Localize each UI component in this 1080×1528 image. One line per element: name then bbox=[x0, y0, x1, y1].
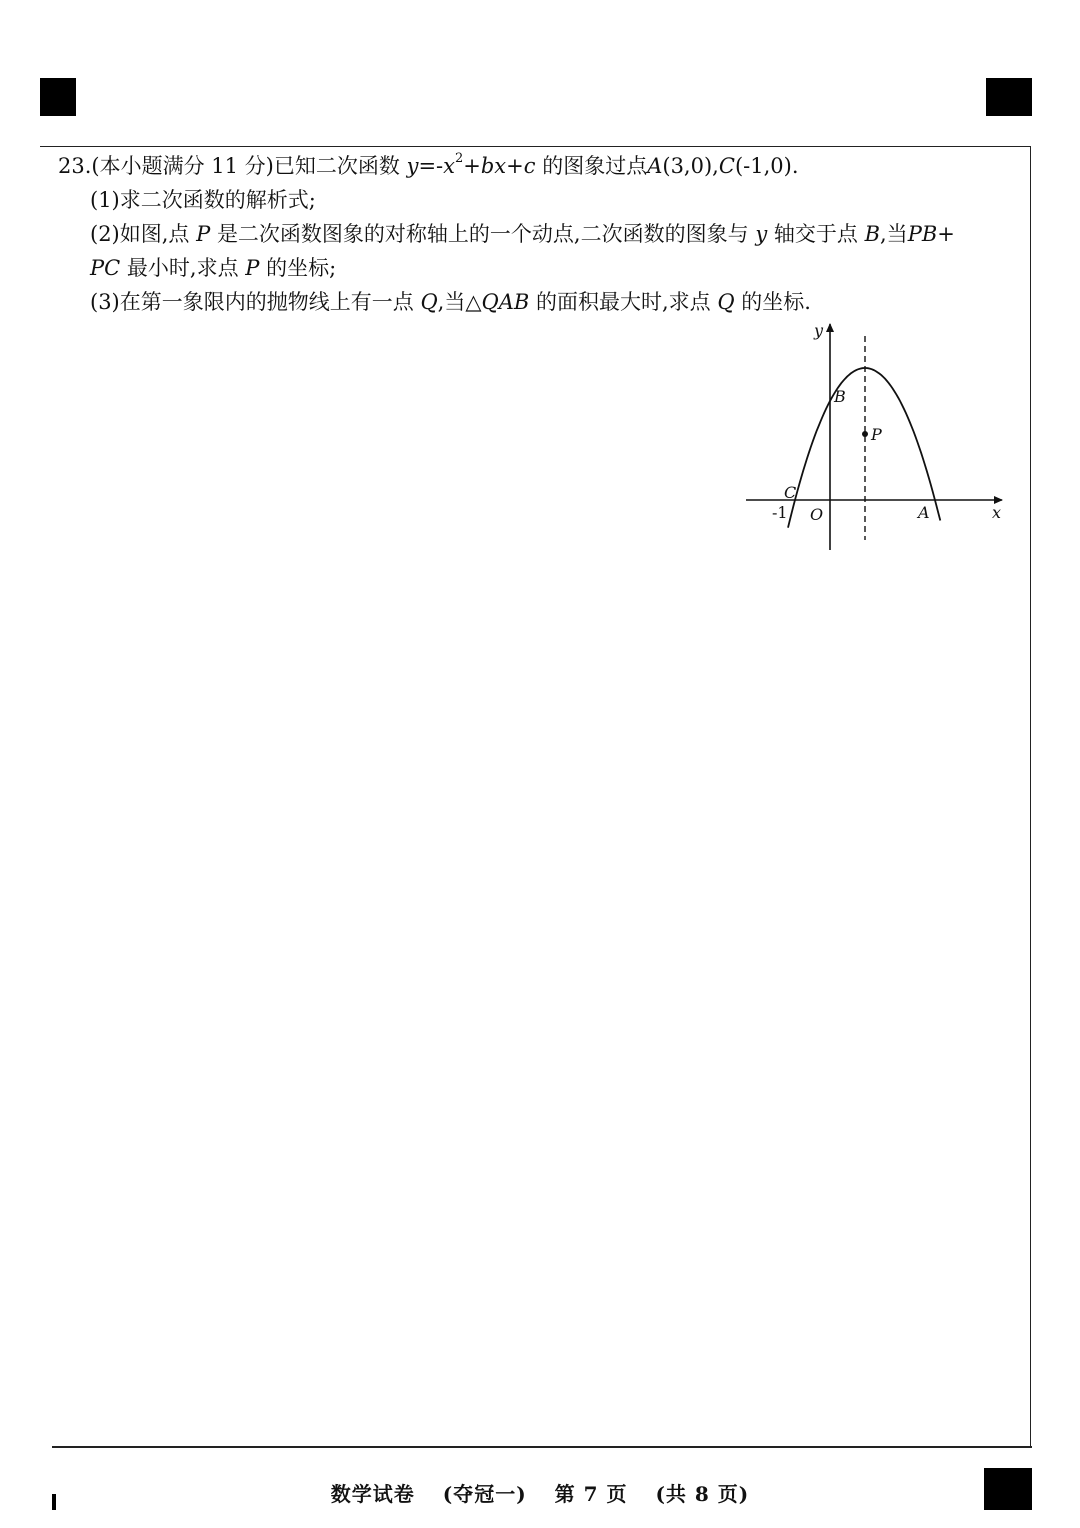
footer-total: (共 8 页) bbox=[655, 1482, 750, 1506]
footer-page: 第 7 页 bbox=[554, 1482, 628, 1506]
point-c-label: C bbox=[784, 483, 797, 502]
footer-edition: (夺冠一) bbox=[442, 1482, 527, 1506]
question-part-2-cont: PC 最小时,求点 P 的坐标; bbox=[90, 256, 337, 280]
registration-mark-top-right bbox=[986, 78, 1032, 116]
y-axis-label: y bbox=[814, 321, 824, 340]
point-p-label: P bbox=[871, 425, 882, 444]
question-header: 23.(本小题满分 11 分)已知二次函数 $y=-x^2+bx+c$ 的图象过点A(3,0),C(-1,0). bbox=[58, 151, 799, 178]
point-p-dot bbox=[862, 431, 868, 437]
page-footer bbox=[0, 1478, 1080, 1507]
question-part-2: (2)如图,点 P 是二次函数图象的对称轴上的一个动点,二次函数的图象与 y 轴交于点 B,当PB+ bbox=[90, 222, 955, 246]
parabola-figure bbox=[740, 318, 1010, 558]
origin-label: O bbox=[810, 505, 824, 524]
question-part-1: (1)求二次函数的解析式; bbox=[90, 188, 316, 212]
bottom-rule bbox=[52, 1446, 1032, 1448]
footer-subject: 数学试卷 bbox=[330, 1482, 415, 1506]
point-a-label: A bbox=[918, 503, 930, 522]
registration-mark-top-left bbox=[40, 78, 76, 116]
parabola-svg bbox=[740, 318, 1010, 558]
question-part-3: (3)在第一象限内的抛物线上有一点 Q,当△QAB 的面积最大时,求点 Q 的坐标. bbox=[90, 290, 811, 314]
x-axis-label: x bbox=[992, 503, 1002, 522]
point-b-label: B bbox=[834, 387, 846, 406]
question-number: 23. bbox=[58, 154, 92, 178]
tick-minus-one-label: -1 bbox=[772, 503, 788, 522]
